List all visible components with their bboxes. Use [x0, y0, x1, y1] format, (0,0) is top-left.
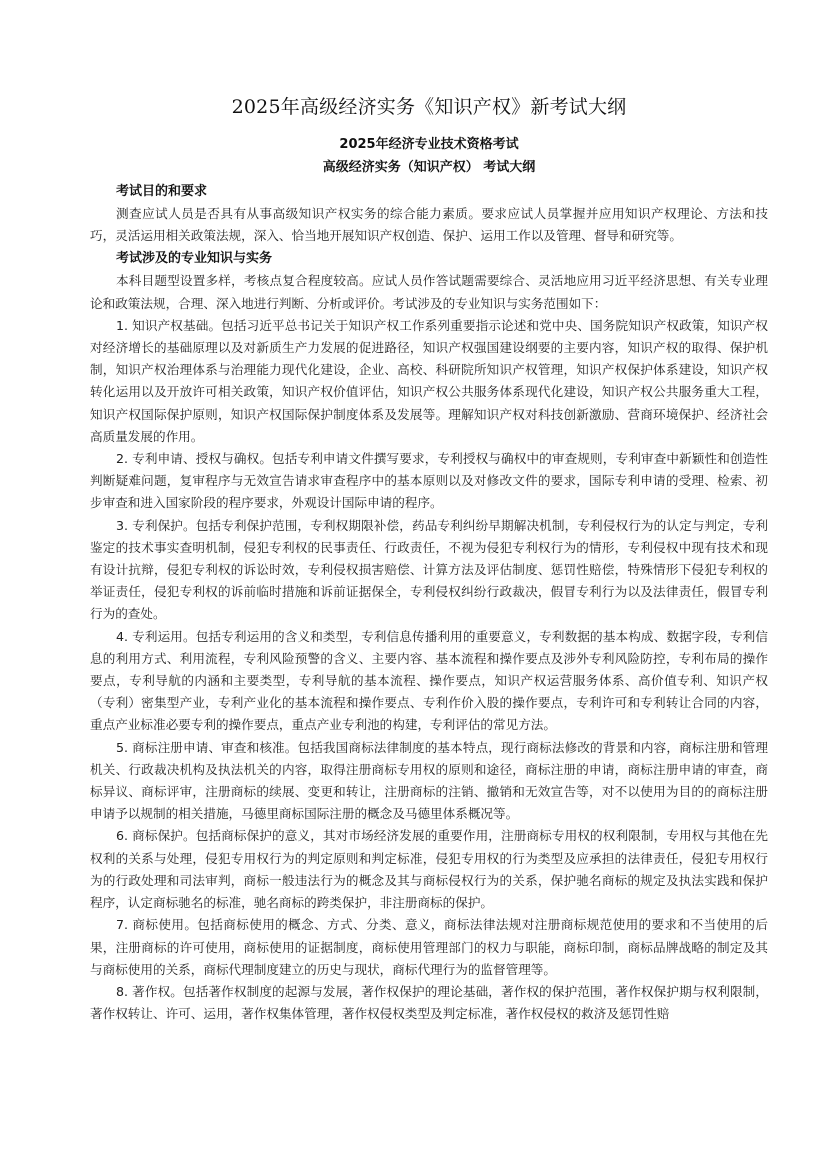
- scope-item-copyright: 8. 著作权。包括著作权制度的起源与发展，著作权保护的理论基础，著作权的保护范围，著作权保护期与权利限制，著作权转让、许可、运用，著作权集体管理，著作权侵权类型及判定标准，著作权侵权的救济及惩罚性赔: [90, 983, 768, 1022]
- subtitle-block: [90, 133, 768, 179]
- scope-item-trademark-use: 7. 商标使用。包括商标使用的概念、方式、分类、意义，商标法律法规对注册商标规范使用的要求和不当使用的后果，注册商标的许可使用，商标使用的证据制度，商标使用管理部门的权力与职能，商标印制，商标品牌战略的制定及其与商标使用的关系，商标代理制度建立的历史与现状，商标代理行为的监督管理等。: [90, 917, 768, 977]
- page-title: 2025年高级经济实务《知识产权》新考试大纲: [231, 96, 627, 118]
- scope-heading: 考试涉及的专业知识与实务: [116, 251, 273, 267]
- scope-item-trademark-registration: 5. 商标注册申请、审查和核准。包括我国商标法律制度的基本特点，现行商标法修改的背景和内容，商标注册和管理机关、行政裁决机构及执法机关的内容，取得注册商标专用权的原则和途径，商标注册的申请，商标注册申请的审查，商标异议、商标评审，注册商标的续展、变更和转让，注册商标的注销、撤销和无效宣告等，对不以使用为目的的商标注册申请予以规制的相关措施，马德里商标国际注册的概念及马德里体系概况等。: [90, 739, 768, 822]
- scope-item-ip-basics: 1. 知识产权基础。包括习近平总书记关于知识产权工作系列重要指示论述和党中央、国务院知识产权政策，知识产权对经济增长的基础原理以及对新质生产力发展的促进路径，知识产权强国建设纲要的主要内容，知识产权的取得、保护机制，知识产权治理体系与治理能力现代化建设，企业、高校、科研院所知识产权管理，知识产权保护体系建设，知识产权转化运用以及开放许可相关政策，知识产权价值评估，知识产权公共服务体系现代化建设，知识产权公共服务重大工程，知识产权国际保护原则，知识产权国际保护制度体系及发展等。理解知识产权对科技创新激励、营商环境保护、经济社会高质量发展的作用。: [90, 317, 768, 444]
- purpose-heading: 考试目的和要求: [116, 184, 208, 199]
- scope-intro-paragraph: 本科目题型设置多样，考核点复合程度较高。应试人员作答试题需要综合、灵活地应用习近平经济思想、有关专业理论和政策法规，合理、深入地进行判断、分析或评价。考试涉及的专业知识与实务范围如下：: [90, 273, 768, 311]
- scope-item-trademark-protection: 6. 商标保护。包括商标保护的意义，其对市场经济发展的重要作用，注册商标专用权的权利限制，专用权与其他在先权利的关系与处理，侵犯专用权行为的判定原则和判定标准，侵犯专用权的行为类型及应承担的法律责任，侵犯专用权行为的行政处理和司法审判，商标一般违法行为的概念及其与商标侵权行为的关系，保护驰名商标的规定及执法实践和保护程序，认定商标驰名的标准，驰名商标的跨类保护，非注册商标的保护。: [90, 828, 768, 911]
- scope-item-patent-application: 2. 专利申请、授权与确权。包括专利申请文件撰写要求，专利授权与确权中的审查规则，专利审查中新颖性和创造性判断疑难问题，复审程序与无效宣告请求审查程序中的基本原则以及对修改文件的要求，国际专利申请的受理、检索、初步审查和进入国家阶段的程序要求，外观设计国际申请的程序。: [90, 451, 768, 511]
- exam-subtitle: 2025年经济专业技术资格考试: [339, 137, 519, 152]
- purpose-paragraph: 测查应试人员是否具有从事高级知识产权实务的综合能力素质。要求应试人员掌握并应用知识产权理论、方法和技巧，灵活运用相关政策法规，深入、恰当地开展知识产权创造、保护、运用工作以及管理、督导和研究等。: [90, 206, 768, 244]
- scope-item-patent-protection: 3. 专利保护。包括专利保护范围，专利权期限补偿，药品专利纠纷早期解决机制，专利侵权行为的认定与判定，专利鉴定的技术事实查明机制，侵犯专利权的民事责任、行政责任，不视为侵犯专利权行为的情形，专利侵权中现有技术和现有设计抗辩，侵犯专利权的诉讼时效，专利侵权损害赔偿、计算方法及评估制度、惩罚性赔偿，特殊情形下侵犯专利权的举证责任，侵犯专利权的诉前临时措施和诉前证据保全，专利侵权纠纷行政裁决，假冒专利行为以及法律责任，假冒专利行为的查处。: [90, 517, 768, 622]
- syllabus-subtitle: 高级经济实务（知识产权） 考试大纲: [322, 160, 536, 175]
- scope-item-patent-utilization: 4. 专利运用。包括专利运用的含义和类型，专利信息传播利用的重要意义，专利数据的基本构成、数据字段，专利信息的利用方式、利用流程，专利风险预警的含义、主要内容、基本流程和操作要点及涉外专利风险防控，专利布局的操作要点，专利导航的内涵和主要类型，专利导航的基本流程、操作要点，知识产权运营服务体系、高价值专利、知识产权（专利）密集型产业，专利产业化的基本流程和操作要点、专利作价入股的操作要点，专利许可和专利转让合同的内容，重点产业标准必要专利的操作要点，重点产业专利池的构建，专利评估的常见方法。: [90, 628, 768, 733]
